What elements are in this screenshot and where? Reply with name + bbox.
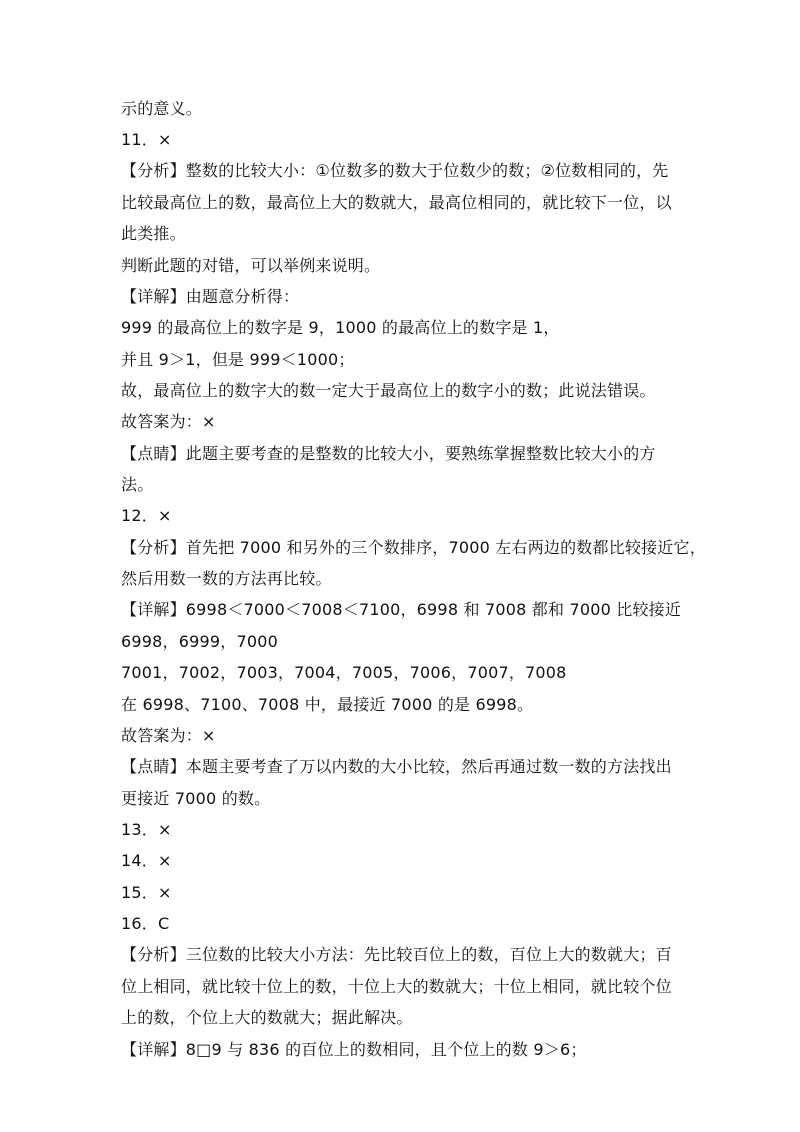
- detail-11-heading: 【详解】由题意分析得：: [121, 287, 300, 306]
- detail-16-line-1: 【详解】8□9 与 836 的百位上的数相同，且个位上的数 9＞6；: [121, 1040, 587, 1059]
- analysis-11-line-2: 比较最高位上的数，最高位上大的数就大，最高位相同的，就比较下一位，以: [121, 193, 672, 212]
- analysis-16-line-2: 位上相同，就比较十位上的数，十位上大的数就大；十位上相同，就比较个位: [121, 977, 672, 996]
- text-line: 示的意义。: [121, 99, 203, 118]
- comment-12-line-1: 【点睛】本题主要考查了万以内数的大小比较，然后再通过数一数的方法找出: [121, 757, 672, 776]
- analysis-11-line-3: 此类推。: [121, 224, 186, 243]
- text-line: 在 6998、7100、7008 中，最接近 7000 的是 6998。: [121, 695, 534, 714]
- answer-12: 12．×: [121, 506, 172, 525]
- text-line: 6998，6999，7000: [121, 632, 278, 651]
- analysis-12-line-1: 【分析】首先把 7000 和另外的三个数排序，7000 左右两边的数都比较接近它，: [121, 538, 706, 557]
- text-line: 7001，7002，7003，7004，7005，7006，7007，7008: [121, 663, 567, 682]
- comment-11-line-1: 【点睛】此题主要考查的是整数的比较大小，要熟练掌握整数比较大小的方: [121, 444, 656, 463]
- answer-line: 故答案为：×: [121, 412, 216, 431]
- answer-13: 13．×: [121, 820, 172, 839]
- analysis-16-line-3: 上的数，个位上大的数就大；据此解决。: [121, 1008, 413, 1027]
- answer-16: 16．C: [121, 914, 170, 933]
- comment-11-line-2: 法。: [121, 475, 154, 494]
- analysis-16-line-1: 【分析】三位数的比较大小方法：先比较百位上的数，百位上大的数就大；百: [121, 945, 672, 964]
- text-line: 故，最高位上的数字大的数一定大于最高位上的数字小的数；此说法错误。: [121, 381, 656, 400]
- answer-15: 15．×: [121, 883, 172, 902]
- text-line: 并且 9＞1，但是 999＜1000；: [121, 350, 355, 369]
- answer-14: 14．×: [121, 851, 172, 870]
- answer-line: 故答案为：×: [121, 726, 216, 745]
- analysis-11-line-1: 【分析】整数的比较大小：①位数多的数大于位数少的数；②位数相同的，先: [121, 161, 669, 180]
- text-line: 999 的最高位上的数字是 9，1000 的最高位上的数字是 1，: [121, 318, 560, 337]
- answer-11: 11．×: [121, 130, 172, 149]
- text-line: 判断此题的对错，可以举例来说明。: [121, 256, 381, 275]
- comment-12-line-2: 更接近 7000 的数。: [121, 789, 271, 808]
- detail-12-line-1: 【详解】6998＜7000＜7008＜7100，6998 和 7008 都和 7000 比较接近: [121, 600, 682, 619]
- analysis-12-line-2: 然后用数一数的方法再比较。: [121, 569, 332, 588]
